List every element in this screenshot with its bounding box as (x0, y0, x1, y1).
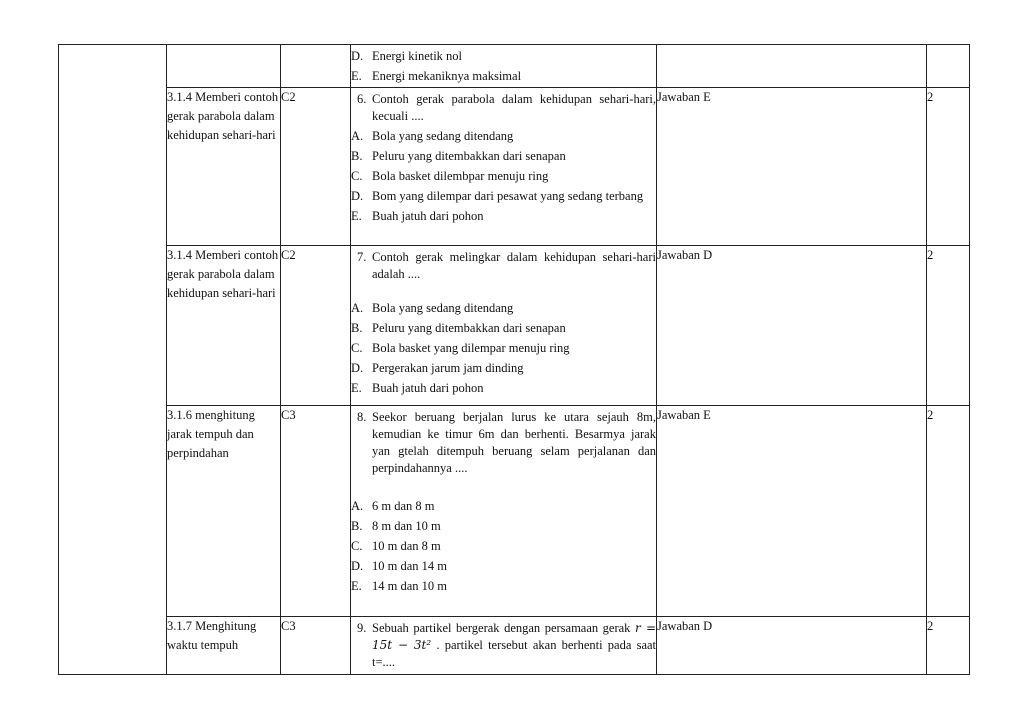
option-text: Bola yang sedang ditendang (372, 301, 514, 315)
question-cell (351, 617, 657, 675)
level-cell: C2 (281, 246, 351, 406)
question-text-before: Sebuah partikel bergerak dengan persamaan gerak (372, 621, 631, 635)
answer-cell: Jawaban D (657, 617, 927, 675)
question-text: 8. Seekor beruang berjalan lurus ke utara sejauh 8m, kemudian ke timur 6m dan berhenti. Besarmya jarak yan gtelah ditempuh beruang selam perjalanan dan perpindahannya .... (357, 410, 656, 475)
table-row (59, 406, 970, 617)
option-letter: C. (351, 539, 363, 553)
answer-cell: Jawaban E (657, 88, 927, 246)
option-letter: C. (351, 341, 363, 355)
option-letter: C. (351, 169, 363, 183)
question-number: 9. (357, 621, 367, 635)
level-cell: C2 (281, 88, 351, 246)
objective-cell: 3.1.6 menghitung jarak tempuh dan perpindahan (167, 406, 281, 617)
option-letter: E. (351, 69, 362, 83)
option-text: Peluru yang ditembakkan dari senapan (372, 149, 566, 163)
option-letter: D. (351, 361, 364, 375)
option-item (351, 536, 656, 556)
option-item (351, 318, 656, 338)
table-row (59, 617, 970, 675)
answer-cell (657, 45, 927, 88)
option-letter: E. (351, 381, 362, 395)
question-cell (351, 406, 657, 617)
option-text: Bola basket yang dilempar menuju ring (372, 341, 570, 355)
question-table (58, 44, 970, 675)
option-text: Buah jatuh dari pohon (372, 381, 484, 395)
level-cell: C3 (281, 406, 351, 617)
option-letter: D. (351, 559, 364, 573)
option-letter: A. (351, 499, 364, 513)
table-row (59, 246, 970, 406)
option-text: 8 m dan 10 m (372, 519, 441, 533)
option-text: 14 m dan 10 m (372, 579, 447, 593)
option-item (351, 516, 656, 536)
option-item (351, 66, 656, 86)
score-cell: 2 (927, 406, 970, 617)
question-number: 6. (357, 92, 367, 106)
question-text: 7. Contoh gerak melingkar dalam kehidupan sehari-hari adalah .... (357, 250, 656, 281)
option-letter: D. (351, 49, 364, 63)
blank-left-column (59, 45, 167, 675)
option-text: Buah jatuh dari pohon (372, 209, 484, 223)
option-item (351, 298, 656, 318)
question-cell (351, 45, 657, 88)
option-item (351, 146, 656, 166)
question-text: 6. Contoh gerak parabola dalam kehidupan sehari-hari, kecuali .... (357, 92, 656, 123)
option-text: 6 m dan 8 m (372, 499, 435, 513)
score-cell: 2 (927, 617, 970, 675)
question-text (351, 620, 656, 671)
score-cell (927, 45, 970, 88)
option-item (351, 186, 656, 206)
question-cell (351, 246, 657, 406)
option-item (351, 126, 656, 146)
option-text: Pergerakan jarum jam dinding (372, 361, 524, 375)
option-item (351, 576, 656, 596)
objective-cell: 3.1.4 Memberi contoh gerak parabola dalam kehidupan sehari-hari (167, 88, 281, 246)
option-letter: E. (351, 209, 362, 223)
option-item (351, 166, 656, 186)
option-item (351, 358, 656, 378)
option-letter: B. (351, 149, 363, 163)
question-number: 7. (357, 250, 367, 264)
answer-cell: Jawaban E (657, 406, 927, 617)
motion-equation: r = 15t − 3t² (372, 621, 656, 652)
answer-cell: Jawaban D (657, 246, 927, 406)
table-row (59, 45, 970, 88)
option-text: 10 m dan 14 m (372, 559, 447, 573)
question-cell (351, 88, 657, 246)
option-letter: A. (351, 301, 364, 315)
option-item (351, 46, 656, 66)
table-row (59, 88, 970, 246)
score-cell: 2 (927, 88, 970, 246)
objective-cell: 3.1.4 Memberi contoh gerak parabola dalam kehidupan sehari-hari (167, 246, 281, 406)
option-letter: A. (351, 129, 364, 143)
option-letter: E. (351, 579, 362, 593)
option-text: Bola yang sedang ditendang (372, 129, 514, 143)
option-text: Bom yang dilempar dari pesawat yang sedang terbang (372, 189, 644, 203)
level-cell (281, 45, 351, 88)
level-cell: C3 (281, 617, 351, 675)
option-text: Energi mekaniknya maksimal (372, 69, 522, 83)
objective-cell: 3.1.7 Menghitung waktu tempuh (167, 617, 281, 675)
option-item (351, 338, 656, 358)
option-letter: B. (351, 519, 363, 533)
option-item (351, 378, 656, 398)
option-item (351, 556, 656, 576)
objective-cell (167, 45, 281, 88)
option-item (351, 496, 656, 516)
option-text: Bola basket dilembpar menuju ring (372, 169, 549, 183)
option-text: Peluru yang ditembakkan dari senapan (372, 321, 566, 335)
option-text: Energi kinetik nol (372, 49, 463, 63)
option-letter: D. (351, 189, 364, 203)
option-item (351, 206, 656, 226)
question-number: 8. (357, 410, 367, 424)
option-letter: B. (351, 321, 363, 335)
option-text: 10 m dan 8 m (372, 539, 441, 553)
question-text-after: . partikel tersebut akan berhenti pada saat t=.... (372, 638, 657, 669)
score-cell: 2 (927, 246, 970, 406)
